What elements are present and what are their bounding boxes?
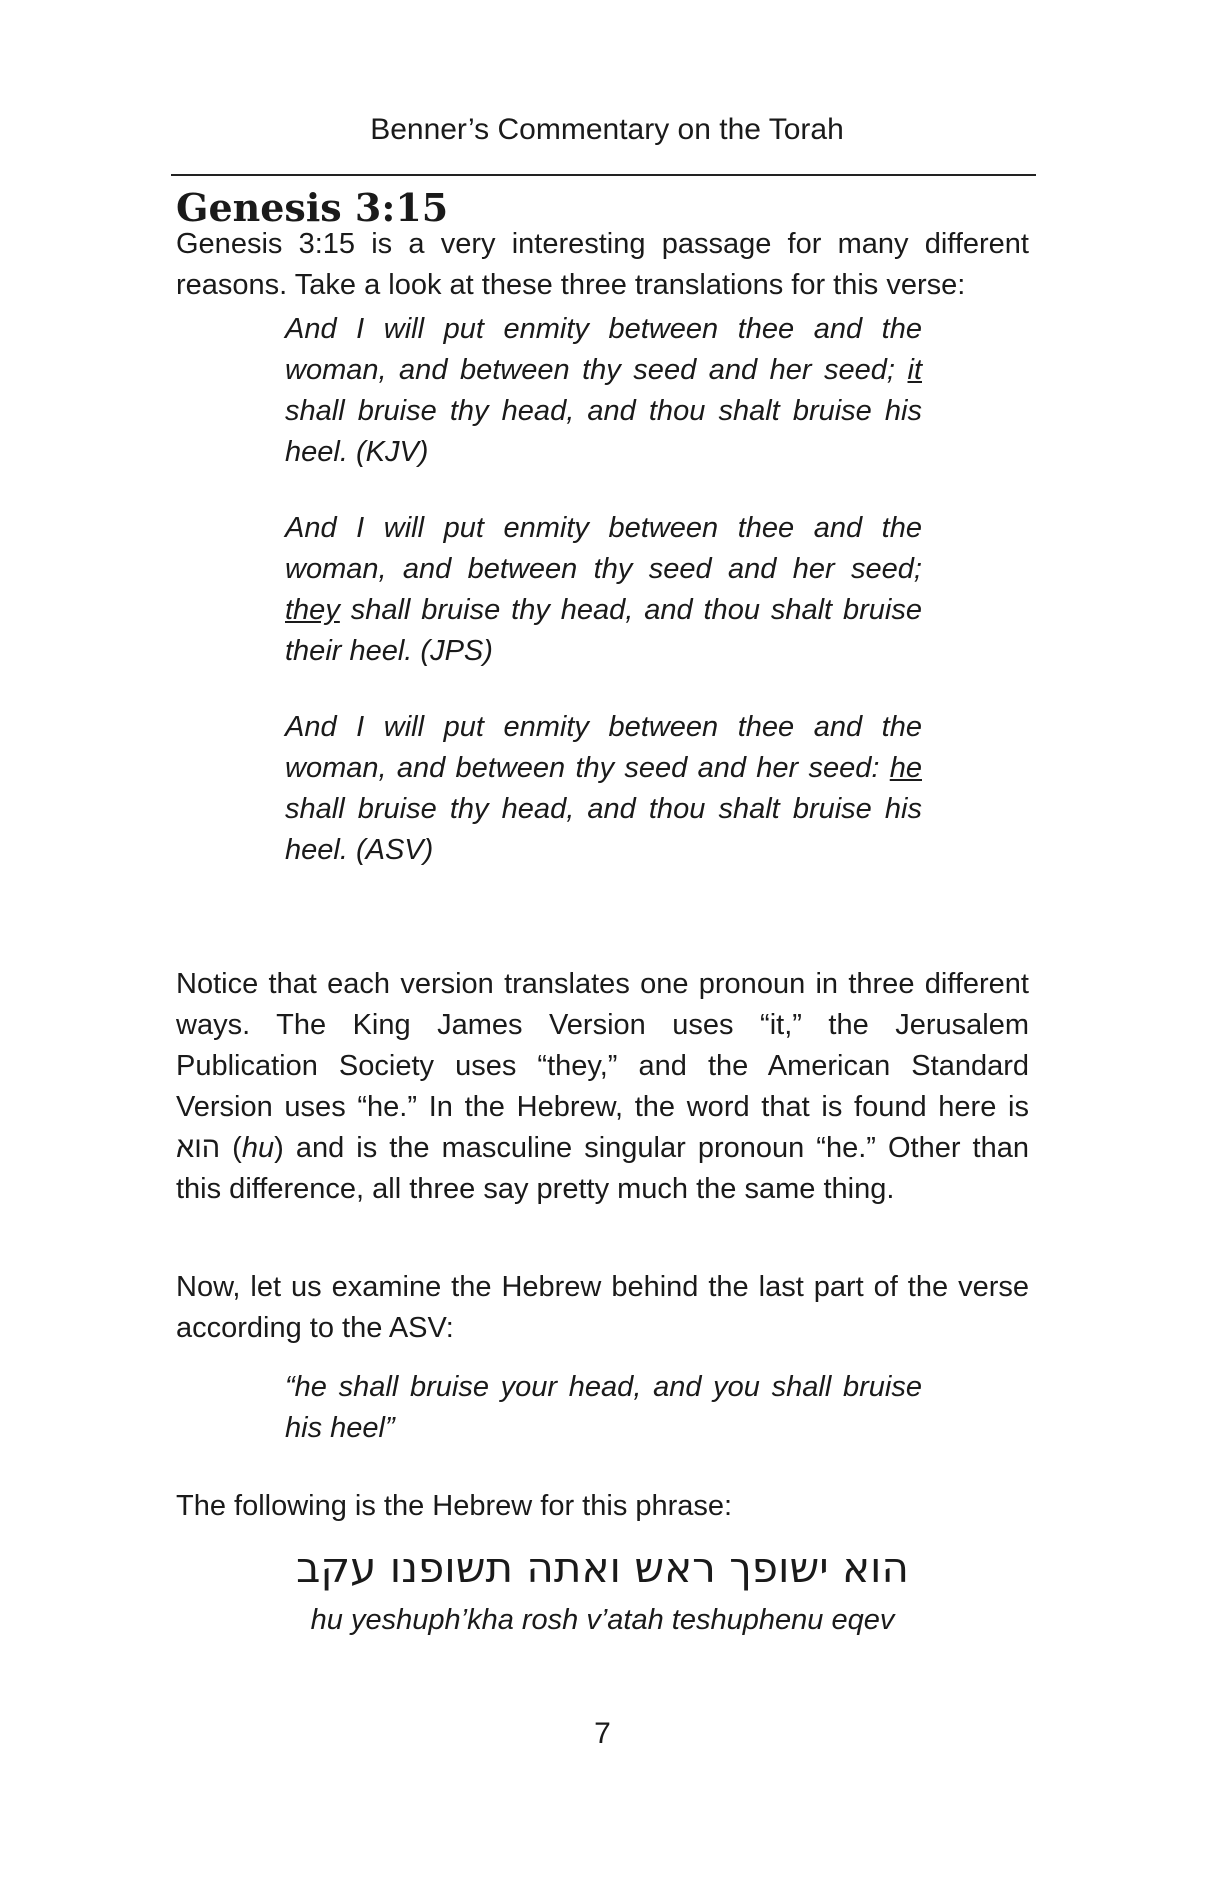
- page-number: 7: [594, 1717, 611, 1750]
- transliteration-inline: hu: [241, 1132, 275, 1164]
- underlined-pronoun: it: [907, 354, 922, 386]
- quote-jps: [285, 508, 922, 672]
- notice-text: ) and is the masculine singular pronoun “he.” Other than this difference, all three say pretty much the same thing.: [176, 1132, 1029, 1205]
- quote-text: And I will put enmity between thee and the woman, and between thy seed and her seed:: [285, 711, 922, 784]
- quote-text: shall bruise thy head, and thou shalt bruise his heel. (KJV): [285, 395, 922, 468]
- quote-text: And I will put enmity between thee and the woman, and between thy seed and her seed;: [285, 313, 922, 386]
- running-head: Benner’s Commentary on the Torah: [370, 113, 844, 146]
- asv-quote: “he shall bruise your head, and you shall bruise his heel”: [285, 1371, 922, 1444]
- chapter-title: Genesis 3:15: [176, 185, 449, 230]
- quote-text: shall bruise thy head, and thou shalt bruise their heel. (JPS): [285, 594, 922, 667]
- quote-kjv: [285, 309, 922, 473]
- paren-open: (: [220, 1132, 242, 1164]
- quote-text: And I will put enmity between thee and the woman, and between thy seed and her seed;: [285, 512, 922, 585]
- hebrew-transliteration: hu yeshuph’kha rosh v’atah teshuphenu eqev: [310, 1604, 895, 1636]
- notice-paragraph: [176, 964, 1029, 1210]
- hebrew-word: הוא: [176, 1132, 221, 1164]
- header-rule: [171, 174, 1036, 176]
- underlined-pronoun: he: [889, 752, 922, 784]
- following-line: The following is the Hebrew for this phrase:: [176, 1490, 733, 1522]
- hebrew-phrase: הוא ישופך ראש ואתה תשופנו עקב: [296, 1543, 909, 1592]
- quote-asv: [285, 707, 922, 871]
- intro-paragraph: Genesis 3:15 is a very interesting passage for many different reasons. Take a look at these three translations for this verse:: [176, 228, 1029, 301]
- quote-text: shall bruise thy head, and thou shalt bruise his heel. (ASV): [285, 793, 922, 866]
- examine-paragraph: Now, let us examine the Hebrew behind the last part of the verse according to the ASV:: [176, 1271, 1029, 1344]
- underlined-pronoun: they: [285, 594, 340, 626]
- notice-text: Notice that each version translates one pronoun in three different ways. The King James Version uses “it,” the Jerusalem Publication Society uses “they,” and the American Standard Version uses “he.” In the Hebrew, the word that is found here is: [176, 968, 1029, 1123]
